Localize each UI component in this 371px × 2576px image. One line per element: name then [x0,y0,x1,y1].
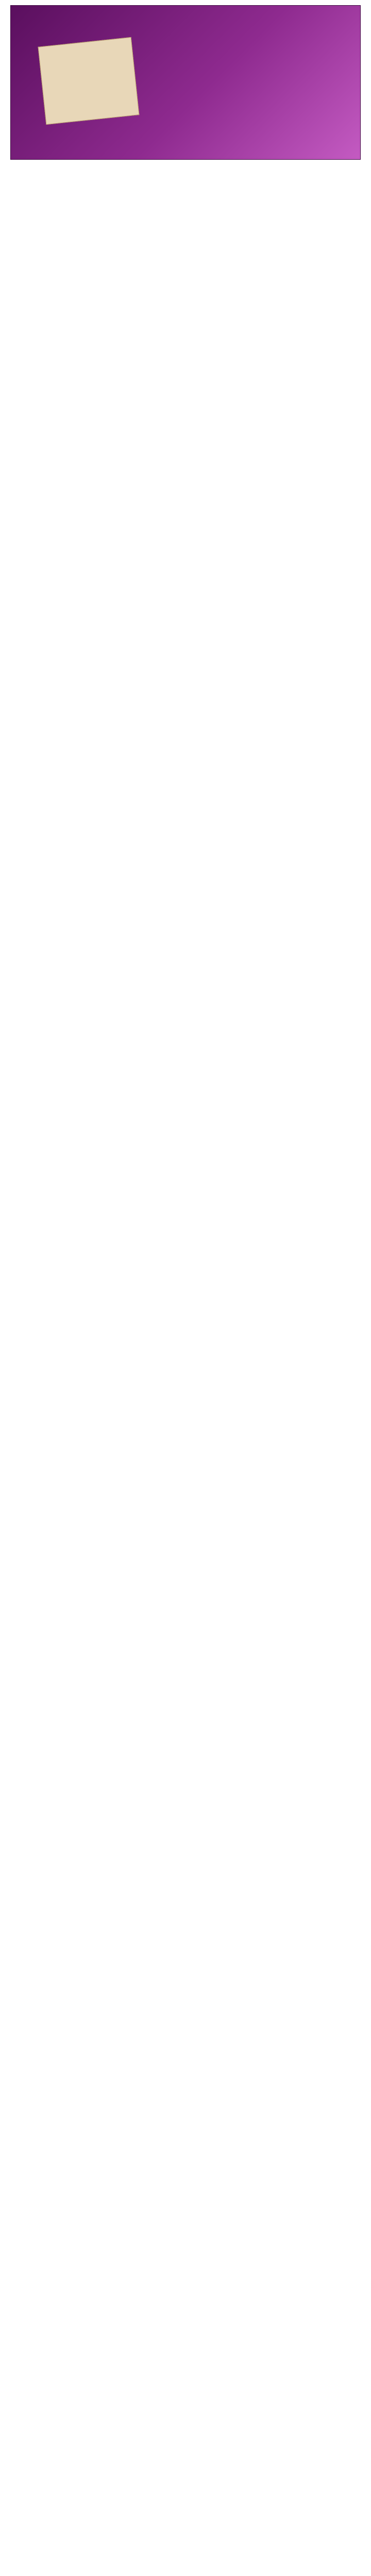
seal-script-image [38,37,140,125]
header-banner [10,5,361,160]
